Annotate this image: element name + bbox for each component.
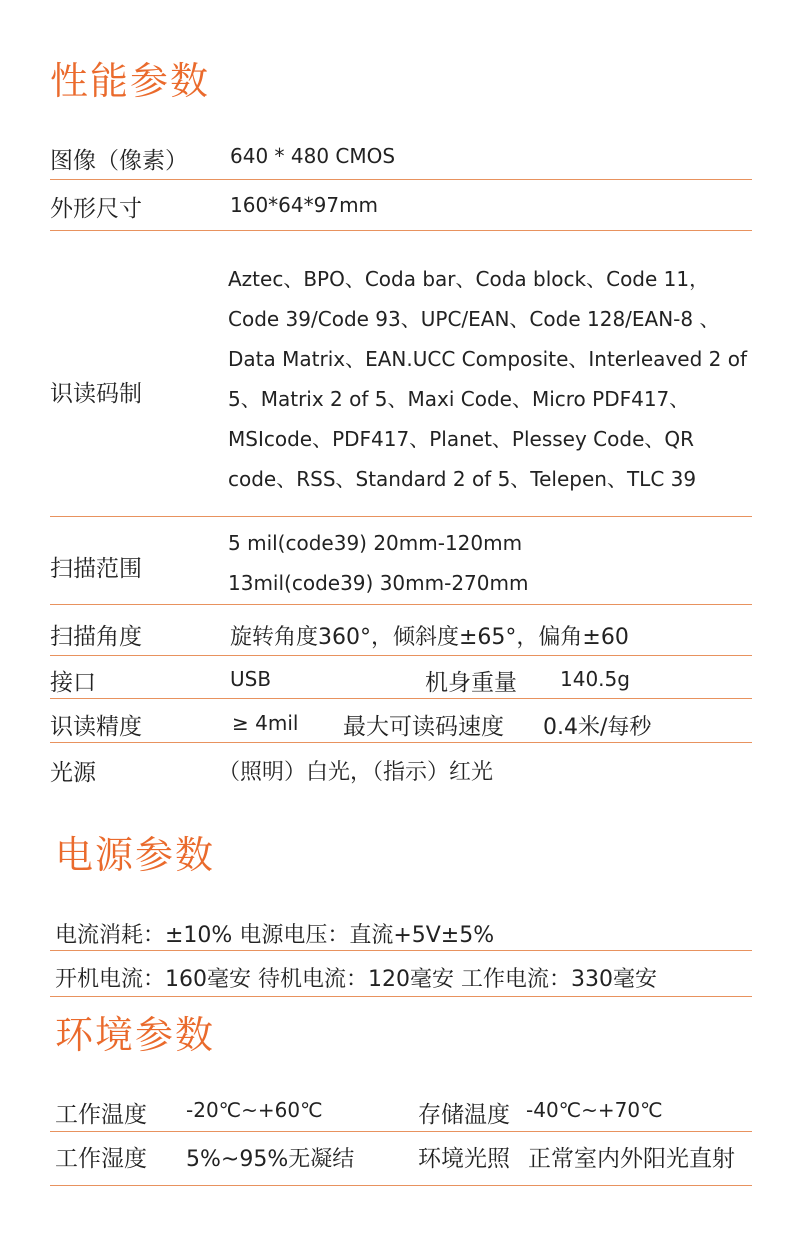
speed-label: 最大可读码速度 bbox=[343, 714, 504, 740]
divider bbox=[50, 655, 752, 656]
weight-label: 机身重量 bbox=[425, 670, 517, 696]
section-title-performance: 性能参数 bbox=[50, 59, 211, 103]
divider bbox=[50, 179, 752, 180]
divider bbox=[50, 996, 752, 997]
light-value: （照明）白光，（指示）红光 bbox=[218, 760, 494, 785]
scan-angle-label: 扫描角度 bbox=[50, 624, 142, 650]
scan-range-label: 扫描范围 bbox=[50, 556, 142, 582]
speed-value: 0.4米/每秒 bbox=[543, 715, 652, 740]
symbologies-line: Data Matrix、EAN.UCC Composite、Interleaved 2 of bbox=[228, 347, 747, 371]
scan-range-line: 5 mil(code39) 20mm-120mm bbox=[228, 531, 523, 555]
section-title-power: 电源参数 bbox=[55, 833, 216, 877]
symbologies-line: Code 39/Code 93、UPC/EAN、Code 128/EAN-8 、 bbox=[228, 307, 720, 331]
divider bbox=[50, 516, 752, 517]
symbologies-line: 5、Matrix 2 of 5、Maxi Code、Micro PDF417、 bbox=[228, 387, 690, 411]
work-humidity-value: 5%~95%无凝结 bbox=[186, 1147, 355, 1172]
interface-label: 接口 bbox=[50, 670, 96, 696]
divider bbox=[50, 1131, 752, 1132]
divider bbox=[50, 950, 752, 951]
size-value: 160*64*97mm bbox=[230, 193, 379, 217]
store-temp-label: 存储温度 bbox=[418, 1102, 510, 1128]
store-temp-value: -40℃~+70℃ bbox=[526, 1098, 663, 1122]
divider bbox=[50, 742, 752, 743]
size-label: 外形尺寸 bbox=[50, 196, 142, 222]
image-label: 图像（像素） bbox=[50, 148, 188, 174]
scan-angle-value: 旋转角度360°，倾斜度±65°，偏角±60 bbox=[230, 625, 629, 650]
light-label: 光源 bbox=[50, 760, 96, 786]
divider bbox=[50, 1185, 752, 1186]
symbologies-line: Aztec、BPO、Coda bar、Coda block、Code 11， bbox=[228, 267, 710, 291]
power-row-2: 开机电流：160毫安 待机电流：120毫安 工作电流：330毫安 bbox=[55, 967, 657, 992]
work-humidity-label: 工作湿度 bbox=[55, 1146, 147, 1172]
precision-value: ≥ 4mil bbox=[232, 711, 299, 735]
scan-range-line: 13mil(code39) 30mm-270mm bbox=[228, 571, 529, 595]
precision-label: 识读精度 bbox=[50, 714, 142, 740]
divider bbox=[50, 230, 752, 231]
divider bbox=[50, 698, 752, 699]
ambient-light-label: 环境光照 bbox=[418, 1146, 510, 1172]
symbologies-line: MSIcode、PDF417、Planet、Plessey Code、QR bbox=[228, 427, 695, 451]
interface-value: USB bbox=[230, 667, 272, 691]
symbologies-line: code、RSS、Standard 2 of 5、Telepen、TLC 39 bbox=[228, 467, 697, 491]
power-row-1: 电流消耗：±10% 电源电压：直流+5V±5% bbox=[55, 923, 495, 948]
section-title-environment: 环境参数 bbox=[55, 1013, 216, 1057]
symbologies-label: 识读码制 bbox=[50, 381, 142, 407]
divider bbox=[50, 604, 752, 605]
image-value: 640 * 480 CMOS bbox=[230, 144, 396, 168]
work-temp-value: -20℃~+60℃ bbox=[186, 1098, 323, 1122]
work-temp-label: 工作温度 bbox=[55, 1102, 147, 1128]
weight-value: 140.5g bbox=[560, 667, 630, 691]
ambient-light-value: 正常室内外阳光直射 bbox=[528, 1146, 735, 1172]
